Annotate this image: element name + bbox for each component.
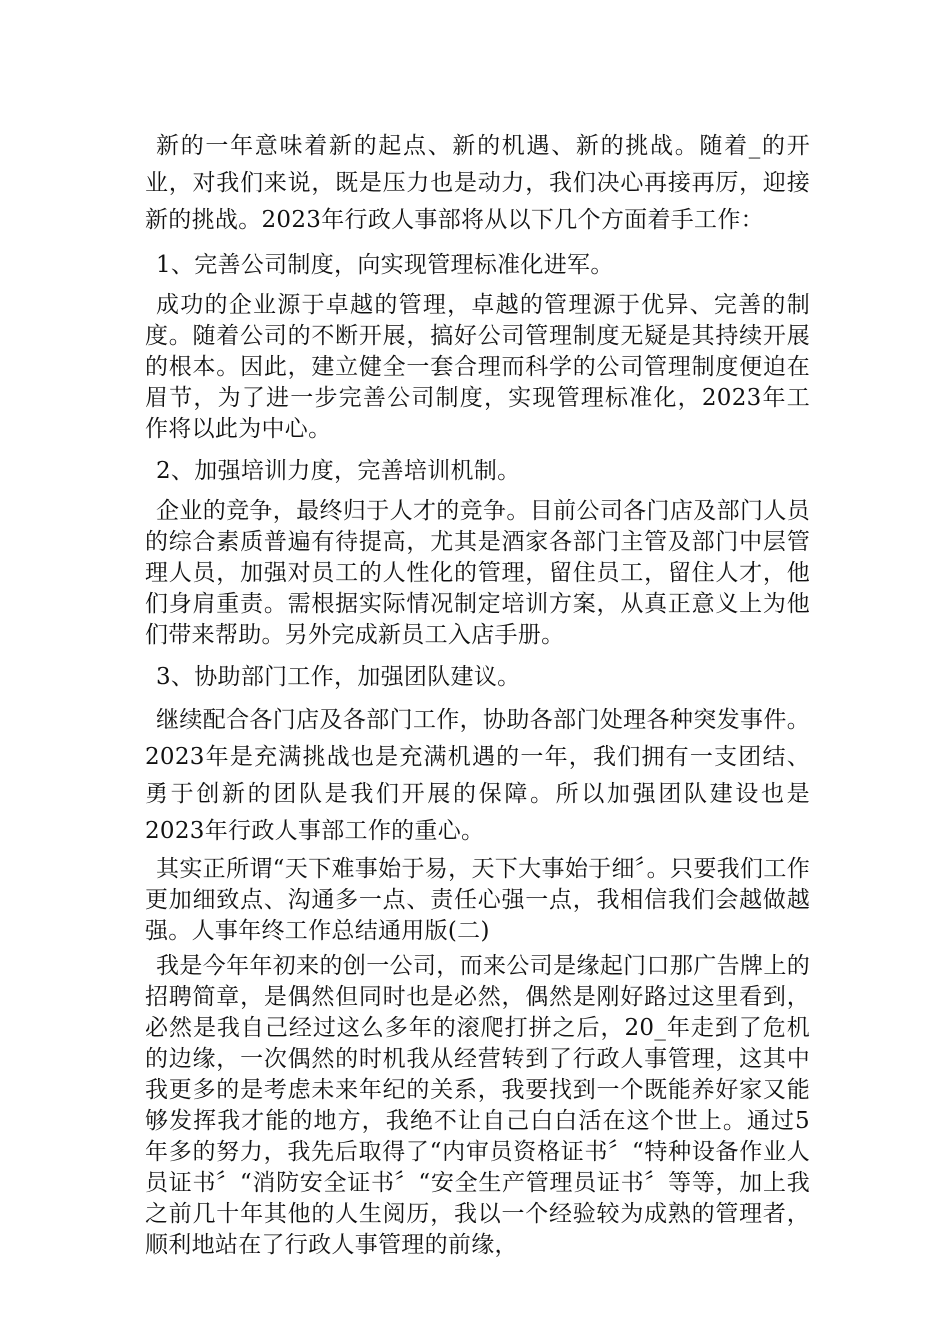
second-report-paragraph: 我是今年年初来的创一公司，而来公司是缘起门口那广告牌上的招聘简章，是偶然但同时也是必然，偶然是刚好路过这里看到，必然是我自己经过这么多年的滚爬打拼之后，20_年走到了危机的边缘，一次偶然的时机我从经营转到了行政人事管理，这其中我更多的是考虑未来年纪的关系，我要找到一个既能养好家又能够发挥我才能的地方，我绝不让自己白白活在这个世上。通过5年多的努力，我先后取得了“内审员资格证书〞“特种设备作业人员证书〞“消防安全证书〞“安全生产管理员证书〞等等，加上我之前几十年其他的人生阅历，我以一个经验较为成熟的管理者，顺利地站在了行政人事管理的前缘， — [145, 953, 810, 1258]
section-3-paragraph: 继续配合各门店及各部门工作，协助各部门处理各种突发事件。2023年是充满挑战也是充满机遇的一年，我们拥有一支团结、勇于创新的团队是我们开展的保障。所以加强团队建设也是2023年行政人事部工作的重心。 — [145, 707, 810, 844]
section-heading-1: 1、完善公司制度，向实现管理标准化进军。 — [156, 252, 614, 278]
document-body — [145, 128, 810, 1265]
section-heading-3: 3、协助部门工作，加强团队建议。 — [156, 664, 521, 690]
section-2-paragraph: 企业的竞争，最终归于人才的竞争。目前公司各门店及部门人员的综合素质普遍有待提高，尤其是酒家各部门主管及部门中层管理人员，加强对员工的人性化的管理，留住员工，留住人才，他们身肩重责。需根据实际情况制定培训方案，从真正意义上为他们带来帮助。另外完成新员工入店手册。 — [145, 498, 810, 648]
closing-paragraph: 其实正所谓“天下难事始于易，天下大事始于细〞。只要我们工作更加细致点、沟通多一点、责任心强一点，我相信我们会越做越强。人事年终工作总结通用版(二) — [145, 856, 810, 944]
section-heading-2: 2、加强培训力度，完善培训机制。 — [156, 458, 521, 484]
section-1-paragraph: 成功的企业源于卓越的管理，卓越的管理源于优异、完善的制度。随着公司的不断开展，搞好公司管理制度无疑是其持续开展的根本。因此，建立健全一套合理而科学的公司管理制度便迫在眉节，为了进一步完善公司制度，实现管理标准化，2023年工作将以此为中心。 — [145, 292, 810, 442]
intro-paragraph: 新的一年意味着新的起点、新的机遇、新的挑战。随着_的开业，对我们来说，既是压力也是动力，我们决心再接再厉，迎接新的挑战。2023年行政人事部将从以下几个方面着手工作： — [145, 133, 810, 233]
